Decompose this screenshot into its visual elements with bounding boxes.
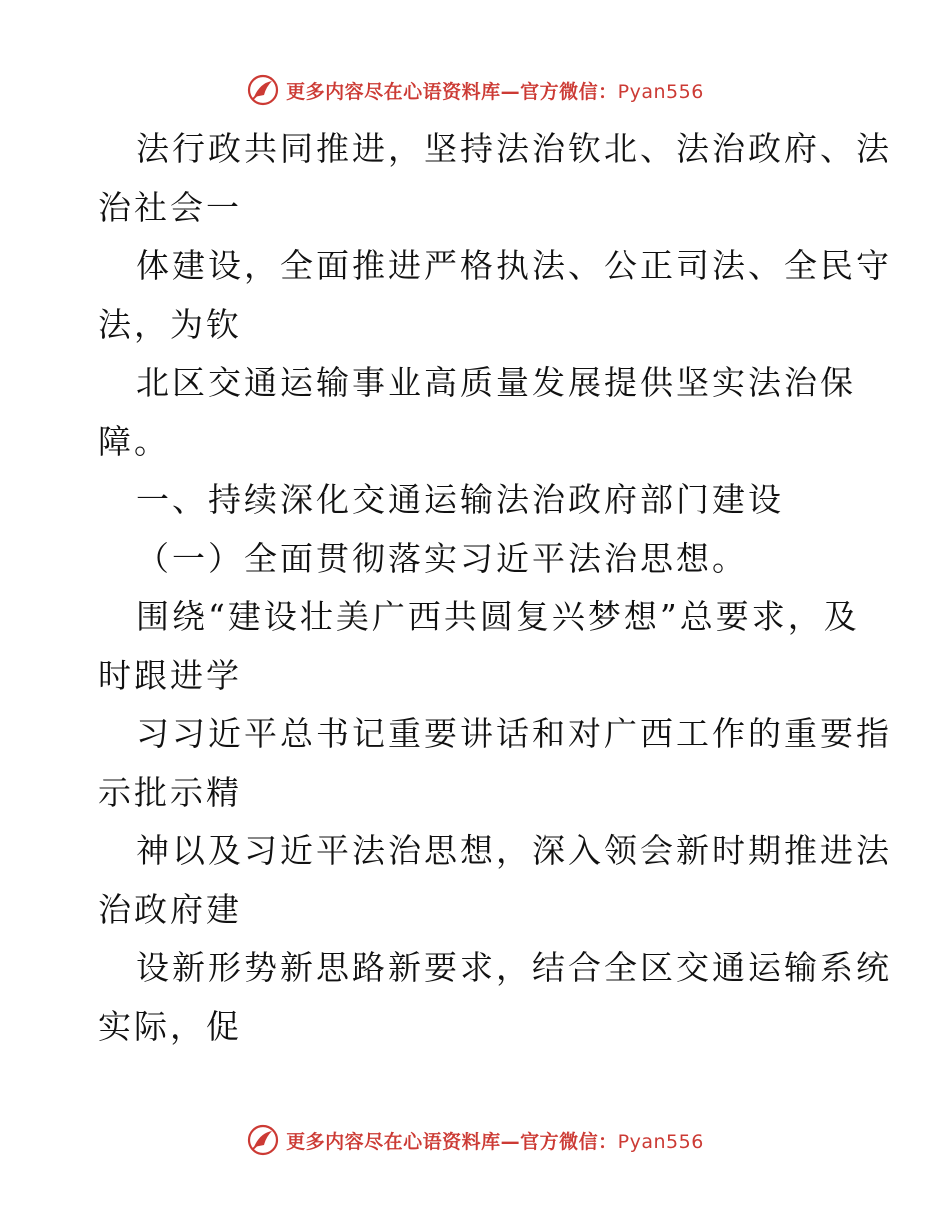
text-line: 神以及习近平法治思想，深入领会新时期推进法 [136,831,892,870]
text-line: 治政府建 [98,889,242,929]
text-line: 法，为钦 [98,304,242,344]
text-line: 围绕“建设壮美广西共圆复兴梦想”总要求，及 [136,597,860,636]
text-line: 障。 [98,421,170,461]
pen-logo-icon [246,1123,280,1157]
pen-logo-icon [246,73,280,107]
text-line: 设新形势新思路新要求，结合全区交通运输系统 [136,948,892,987]
text-line: （一）全面贯彻落实习近平法治思想。 [136,538,748,578]
header-watermark [0,70,950,110]
text-line: 习习近平总书记重要讲话和对广西工作的重要指 [136,714,892,753]
watermark-account: Pyan556 [617,1130,704,1153]
document-body [98,120,892,1056]
text-line: 法行政共同推进，坚持法治钦北、法治政府、法 [136,129,892,168]
watermark-text: 更多内容尽在心语资料库—官方微信：Pyan556 [286,80,704,103]
text-line: 一、持续深化交通运输法治政府部门建设 [136,480,784,519]
text-line: 时跟进学 [98,655,242,695]
text-line: 治社会一 [98,187,242,227]
text-line: 北区交通运输事业高质量发展提供坚实法治保 [136,363,856,402]
text-line: 体建设，全面推进严格执法、公正司法、全民守 [136,246,892,285]
watermark-account: Pyan556 [617,80,704,103]
text-line: 实际，促 [98,1006,242,1046]
text-line: 示批示精 [98,772,242,812]
footer-watermark [0,1120,950,1160]
watermark-text: 更多内容尽在心语资料库—官方微信：Pyan556 [286,1130,704,1153]
